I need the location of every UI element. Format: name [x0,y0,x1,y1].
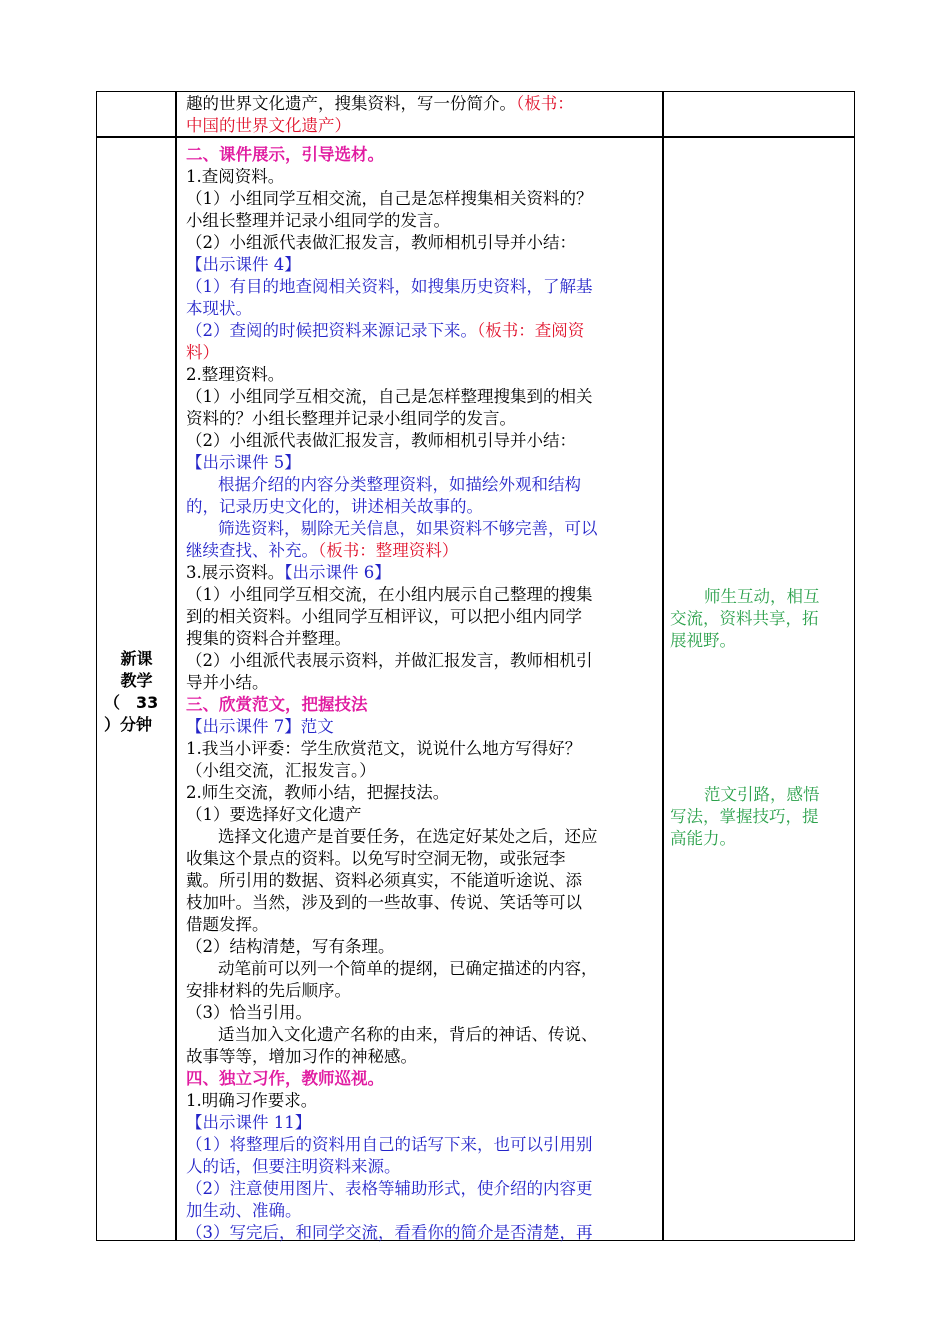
text: （1）小组同学互相交流，自己是怎样整理搜集到的相关 [186,387,593,406]
text: 小组长整理并记录小组同学的发言。 [186,211,450,230]
text: 1.我当小评委：学生欣赏范文，说说什么地方写得好？ [186,739,582,758]
label-line3: （ 33 [104,693,159,712]
text: 导并小结。 [186,673,269,692]
note-1-line1: 师生互动，相互 [704,587,820,606]
note-2-line2: 写法，掌握技巧，提 [670,807,819,826]
note-2-line3: 高能力。 [670,829,736,848]
text: 搜集的资料合并整理。 [186,629,351,648]
text: 继续查找、补充。（板书：整理资料） [186,541,459,560]
main-right-cell [662,136,855,1241]
text: （2）小组派代表做汇报发言，教师相机引导并小结： [186,431,576,450]
text: 戴。所引用的数据、资料必须真实，不能道听途说、添 [186,871,582,890]
label-line1: 新课 [120,649,153,668]
text: 加生动、准确。 [186,1201,302,1220]
text: 枝加叶。当然，涉及到的一些故事、传说、笑话等可以 [186,893,582,912]
label-line4: ）分钟 [104,715,153,734]
text: （3）写完后，和同学交流，看看你的简介是否清楚，再 [186,1223,593,1242]
text: （2）注意使用图片、表格等辅助形式，使介绍的内容更 [186,1179,593,1198]
text: 安排材料的先后顺序。 [186,981,351,1000]
text: 借题发挥。 [186,915,269,934]
text: 料） [186,343,219,362]
text: 故事等等，增加习作的神秘感。 [186,1047,417,1066]
top-left-cell [96,91,177,138]
text: （2）小组派代表展示资料，并做汇报发言，教师相机引 [186,651,593,670]
text: （1）小组同学互相交流，在小组内展示自己整理的搜集 [186,585,593,604]
text: 3.展示资料。【出示课件 6】 [186,563,391,582]
courseware-5: 【出示课件 5】 [186,453,301,472]
text: 1.明确习作要求。 [186,1091,318,1110]
text: 1.查阅资料。 [186,167,285,186]
courseware-11: 【出示课件 11】 [186,1113,312,1132]
label-line2: 教学 [120,671,153,690]
text: 的，记录历史文化的，讲述相关故事的。 [186,497,483,516]
note-1-line2: 交流，资料共享，拓 [670,609,819,628]
section-label [98,648,175,736]
text: 动笔前可以列一个简单的提纲，已确定描述的内容， [218,959,598,978]
text: 2.整理资料。 [186,365,285,384]
text: 资料的？小组长整理并记录小组同学的发言。 [186,409,516,428]
text: （2）结构清楚，写有条理。 [186,937,395,956]
text: （1）将整理后的资料用自己的话写下来，也可以引用别 [186,1135,593,1154]
note-1-line3: 展视野。 [670,631,736,650]
text: （1）要选择好文化遗产 [186,805,362,824]
section-4-title: 四、独立习作，教师巡视。 [186,1069,384,1088]
top-text-line2: 中国的世界文化遗产） [186,116,351,135]
text: 【出示课件 7】范文 [186,717,334,736]
top-right-cell [662,91,855,138]
text: 根据介绍的内容分类整理资料，如描绘外观和结构 [218,475,581,494]
text: 筛选资料，剔除无关信息，如果资料不够完善，可以 [218,519,598,538]
text: （小组交流，汇报发言。） [186,761,376,780]
text: 2.师生交流，教师小结，把握技法。 [186,783,450,802]
text: 适当加入文化遗产名称的由来，背后的神话、传说、 [218,1025,598,1044]
text: 人的话，但要注明资料来源。 [186,1157,401,1176]
text: 收集这个景点的资料。以免写时空洞无物，或张冠李 [186,849,566,868]
section-2-title: 二、课件展示，引导选材。 [186,145,384,164]
text: （2）查阅的时候把资料来源记录下来。（板书：查阅资 [186,321,585,340]
section-3-title: 三、欣赏范文，把握技法 [186,695,368,714]
text: （1）小组同学互相交流，自己是怎样搜集相关资料的？ [186,189,593,208]
courseware-4: 【出示课件 4】 [186,255,301,274]
text: 选择文化遗产是首要任务，在选定好某处之后，还应 [218,827,598,846]
top-text-line1: 趣的世界文化遗产，搜集资料，写一份简介。（板书： [186,94,574,113]
text: （1）有目的地查阅相关资料，如搜集历史资料，了解基 [186,277,593,296]
note-2-line1: 范文引路，感悟 [704,785,820,804]
text: （3）恰当引用。 [186,1003,312,1022]
text: （2）小组派代表做汇报发言，教师相机引导并小结： [186,233,576,252]
text: 到的相关资料。小组同学互相评议，可以把小组内同学 [186,607,582,626]
text: 本现状。 [186,299,252,318]
